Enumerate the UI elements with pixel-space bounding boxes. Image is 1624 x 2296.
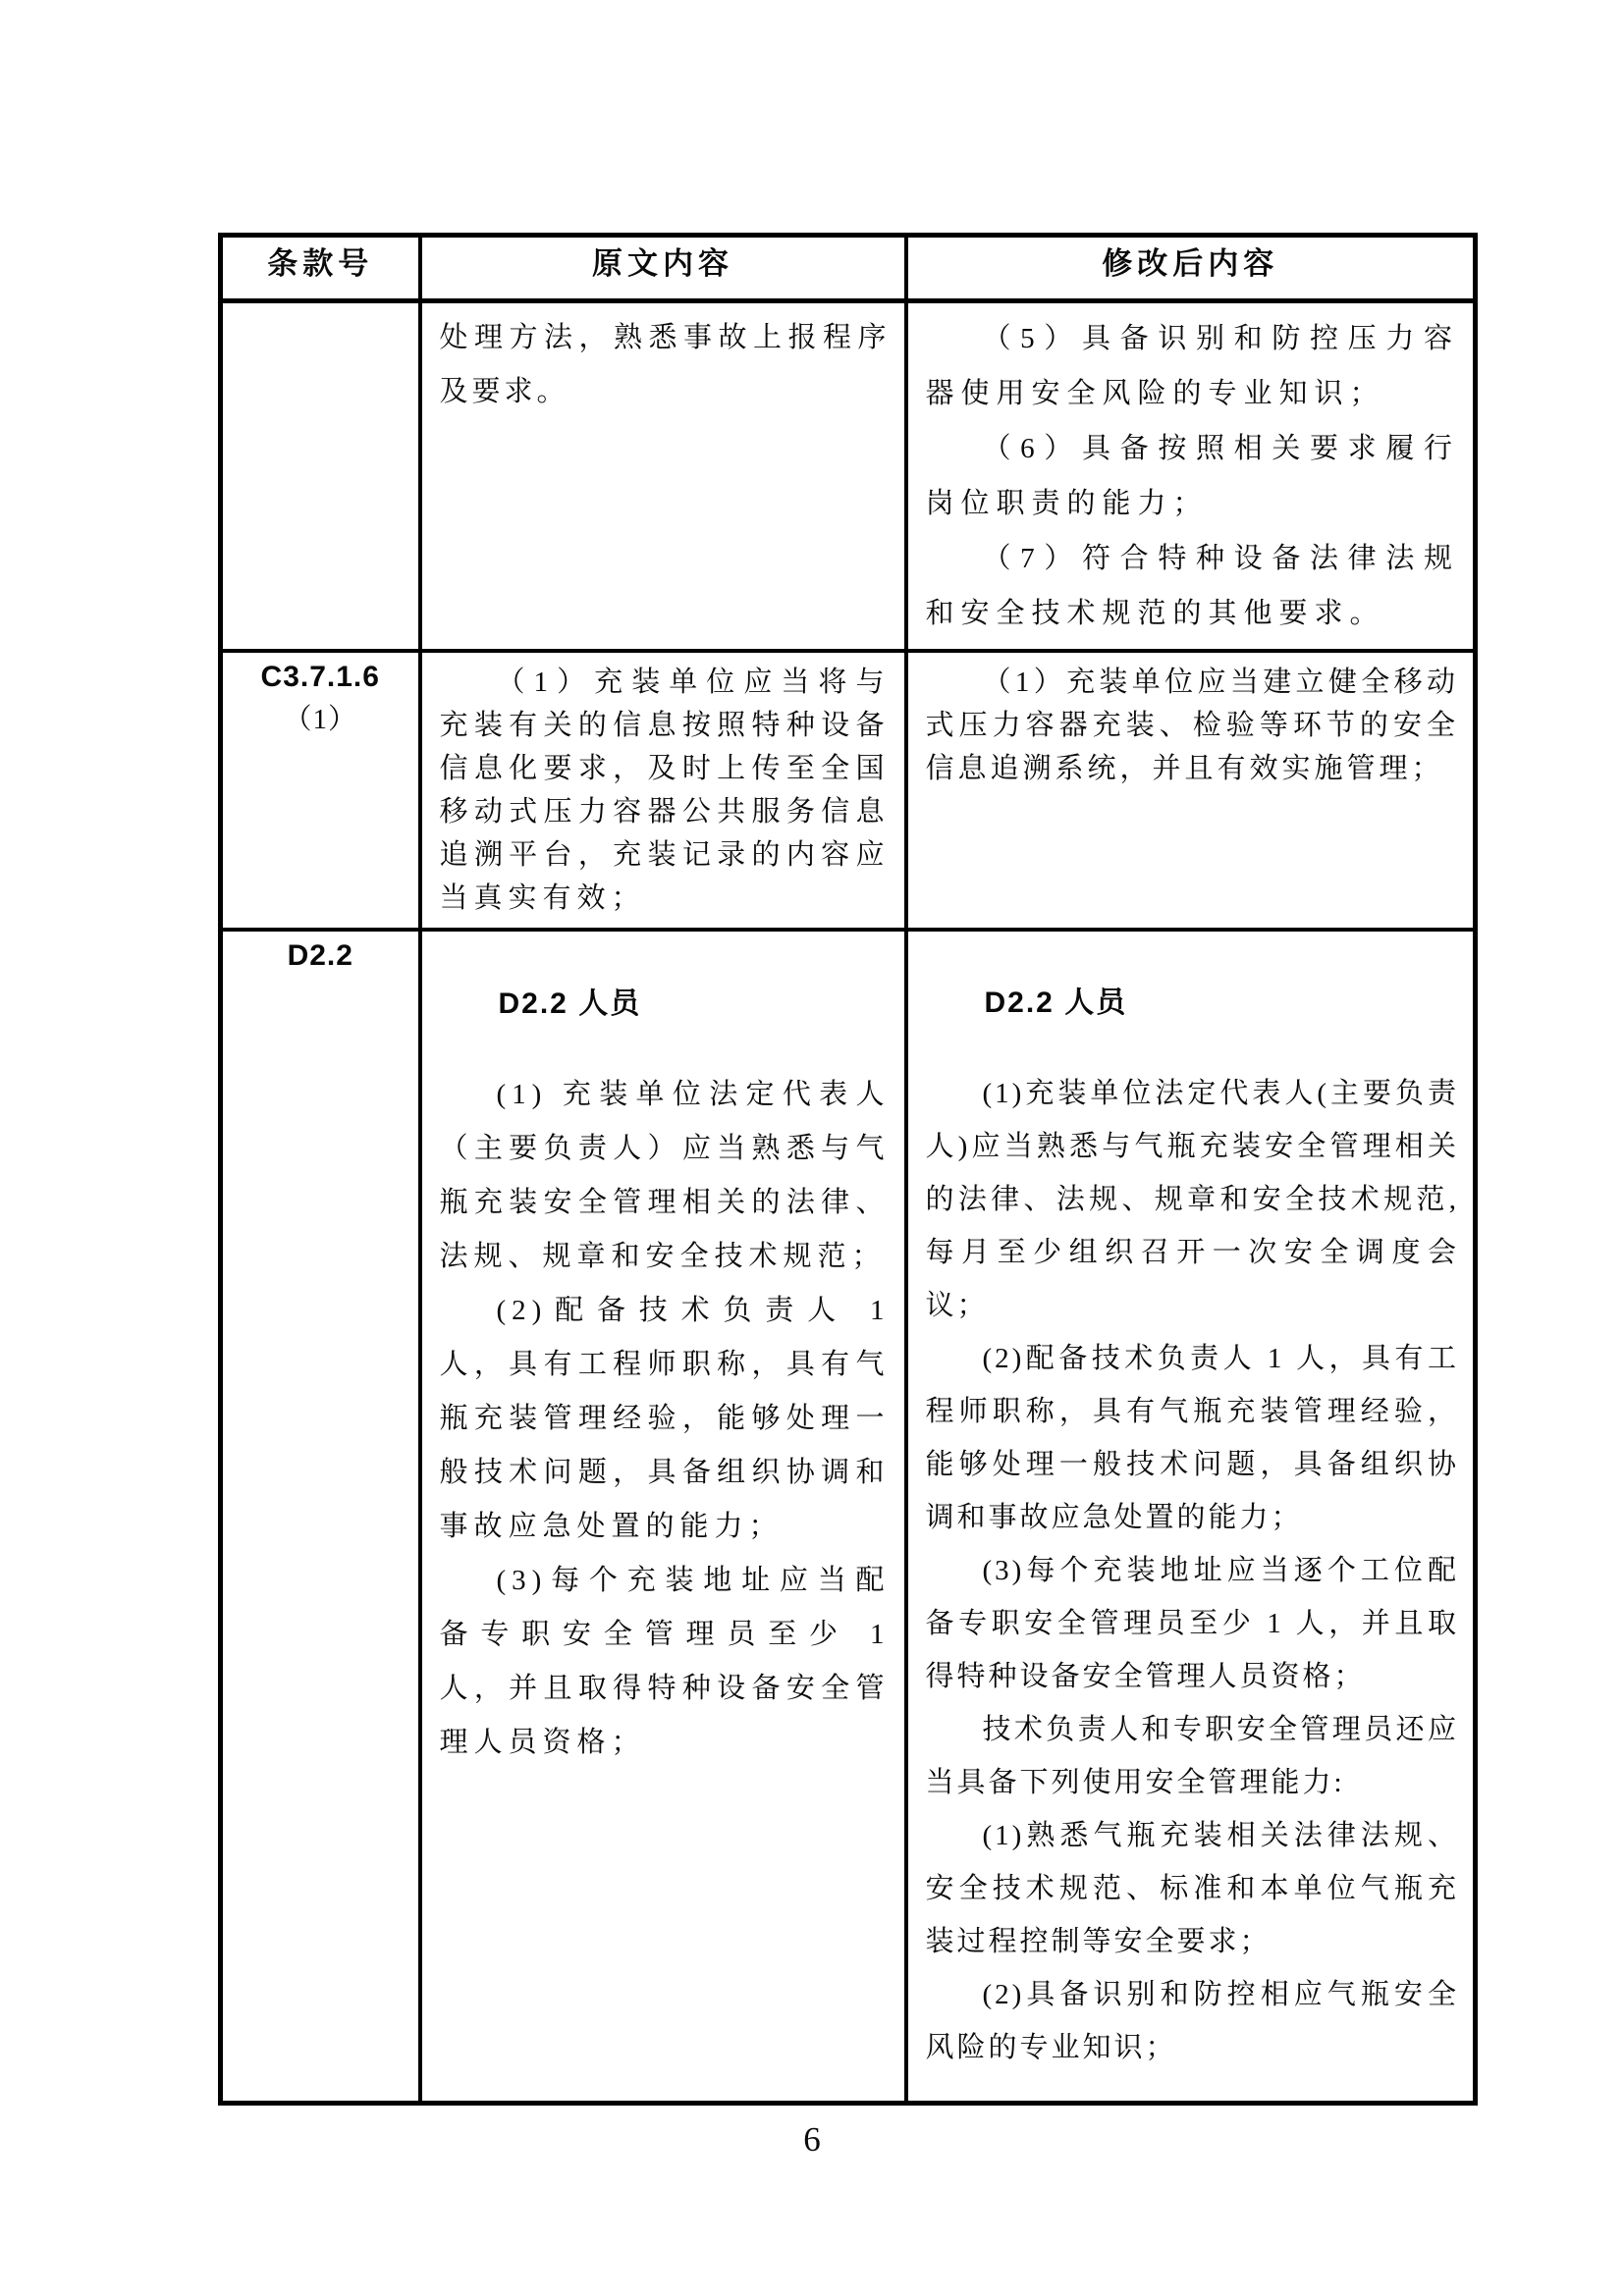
- header-cell-clause: 条款号: [221, 236, 420, 301]
- modified-content-cell: [906, 930, 1476, 2103]
- table-row: [221, 301, 1476, 652]
- modified-content-cell: [906, 301, 1476, 652]
- revision-table: [218, 233, 1478, 2106]
- paragraph: (2)具备识别和防控相应气瓶安全风险的专业知识；: [925, 1979, 1459, 2063]
- section-heading: D2.2 人员: [498, 988, 642, 1020]
- clause-cell: [221, 651, 420, 930]
- original-content-cell: [420, 930, 906, 2103]
- table-row: [221, 651, 1476, 930]
- paragraph: (3)每个充装地址应当配备专职安全管理员至少 1 人，并且取得特种设备安全管理人员资格；: [439, 1565, 891, 1758]
- paragraph: 技术负责人和专职安全管理员还应当具备下列使用安全管理能力:: [925, 1714, 1459, 1798]
- header-cell-original: 原文内容: [420, 236, 906, 301]
- paragraph: (2)配备技术负责人 1 人，具有工程师职称，具有气瓶充装管理经验，能够处理一般技术问题，具备组织协调和事故应急处置的能力；: [925, 1343, 1459, 1533]
- clause-number: D2.2: [287, 939, 353, 972]
- paragraph: （7）符合特种设备法律法规和安全技术规范的其他要求。: [925, 543, 1459, 629]
- clause-cell-empty: [221, 301, 420, 652]
- section-heading: D2.2 人员: [984, 987, 1128, 1019]
- original-content-cell: [420, 651, 906, 930]
- clause-cell: [221, 930, 420, 2103]
- modified-content-cell: [906, 651, 1476, 930]
- paragraph: （6）具备按照相关要求履行岗位职责的能力；: [925, 433, 1459, 519]
- original-content-cell: [420, 301, 906, 652]
- paragraph: (1)熟悉气瓶充装相关法律法规、安全技术规范、标准和本单位气瓶充装过程控制等安全要求；: [925, 1820, 1459, 1957]
- paragraph: （5）具备识别和防控压力容器使用安全风险的专业知识；: [925, 323, 1459, 409]
- paragraph: (1) 充装单位法定代表人（主要负责人）应当熟悉与气瓶充装安全管理相关的法律、法规、规章和安全技术规范；: [439, 1079, 891, 1272]
- paragraph: （1）充装单位应当将与充装有关的信息按照特种设备信息化要求，及时上传至全国移动式压力容器公共服务信息追溯平台，充装记录的内容应当真实有效；: [439, 667, 891, 914]
- paragraph: （1）充装单位应当建立健全移动式压力容器充装、检验等环节的安全信息追溯系统，并且有效实施管理；: [925, 667, 1459, 784]
- paragraph: (3)每个充装地址应当逐个工位配备专职安全管理员至少 1 人，并且取得特种设备安全管理人员资格；: [925, 1555, 1459, 1692]
- paragraph: (1)充装单位法定代表人(主要负责人)应当熟悉与气瓶充装安全管理相关的法律、法规、规章和安全技术规范,每月至少组织召开一次安全调度会议；: [925, 1078, 1459, 1321]
- page-number: 6: [803, 2120, 821, 2159]
- clause-number: C3.7.1.6: [260, 661, 380, 693]
- paragraph: 处理方法，熟悉事故上报程序及要求。: [439, 322, 891, 407]
- table-row: [221, 930, 1476, 2103]
- table-header-row: [221, 236, 1476, 301]
- paragraph: (2)配备技术负责人 1 人，具有工程师职称，具有气瓶充装管理经验，能够处理一般技术问题，具备组织协调和事故应急处置的能力；: [439, 1295, 891, 1542]
- clause-sub-number: （1）: [283, 704, 357, 735]
- header-cell-modified: 修改后内容: [906, 236, 1476, 301]
